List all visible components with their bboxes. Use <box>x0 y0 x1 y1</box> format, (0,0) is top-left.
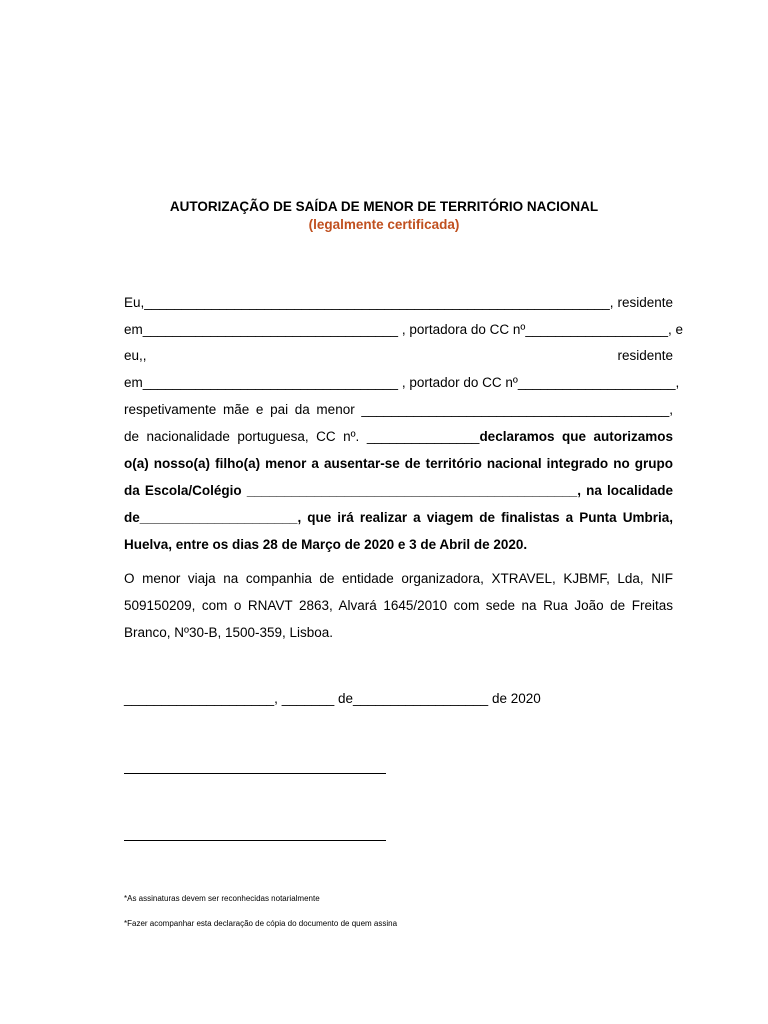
p2-line-3: Branco, Nº30-B, 1500-359, Lisboa. <box>124 625 334 640</box>
locality-field[interactable]: _____________________ <box>139 510 298 525</box>
text-em-1: em <box>124 322 143 337</box>
text-declaramos: declaramos que autorizamos <box>479 429 673 444</box>
p1-line-3 <box>124 347 673 365</box>
school-field[interactable]: ____________________________________________ <box>246 483 578 498</box>
date-line <box>124 690 541 708</box>
p1-line-9 <box>124 509 673 527</box>
name-field-1[interactable]: ______________________________________________________________ <box>144 295 610 310</box>
text-em-2: em <box>124 375 143 390</box>
p1-line-7: o(a) nosso(a) filho(a) menor a ausentar-se de território nacional integrado no grupo <box>124 456 673 471</box>
text-localidade: , na localidade <box>577 483 673 498</box>
p1-line-8 <box>124 482 673 500</box>
page-subtitle: (legalmente certificada) <box>308 217 460 232</box>
text-portador: , portador do CC nº <box>401 375 518 390</box>
text-e: , e <box>667 322 683 337</box>
city-field[interactable]: ____________________ <box>124 691 275 706</box>
p1-line-10: Huelva, entre os dias 28 de Março de 2020 e 3 de Abril de 2020. <box>124 537 528 552</box>
text-residente-1: , residente <box>609 295 673 310</box>
text-viagem: , que irá realizar a viagem de finalistas a Punta Umbria, <box>297 510 673 525</box>
minor-cc-field[interactable]: _______________ <box>366 429 480 444</box>
text-de: de <box>124 510 140 525</box>
signature-line-1[interactable] <box>124 773 386 774</box>
address-field-1[interactable]: __________________________________ <box>142 322 399 337</box>
p1-line-5 <box>124 401 673 419</box>
text-comma-2: , <box>669 402 673 417</box>
text-residente-2: , residente <box>142 348 673 363</box>
text-eu-2: eu, <box>124 348 143 363</box>
p1-line-6 <box>124 428 673 446</box>
date-de: de <box>334 691 354 706</box>
cc-field-1[interactable]: ___________________ <box>525 322 668 337</box>
address-field-2[interactable]: __________________________________ <box>142 375 399 390</box>
p1-line-4 <box>124 374 680 392</box>
text-nacionalidade: de nacionalidade portuguesa, CC nº. <box>124 429 360 444</box>
p2-line-2: 509150209, com o RNAVT 2863, Alvará 1645/2010 com sede na Rua João de Freitas <box>124 598 673 613</box>
footnote-1: *As assinaturas devem ser reconhecidas notarialmente <box>124 894 320 903</box>
text-eu: Eu, <box>124 295 145 310</box>
p1-line-1 <box>124 294 673 312</box>
p2-line-1: O menor viaja na companhia de entidade organizadora, XTRAVEL, KJBMF, Lda, NIF <box>124 571 673 586</box>
minor-name-field[interactable]: _________________________________________ <box>361 402 670 417</box>
day-field[interactable]: _______ <box>281 691 335 706</box>
text-escola: da Escola/Colégio <box>124 483 242 498</box>
signature-line-2[interactable] <box>124 840 386 841</box>
month-field[interactable]: __________________ <box>353 691 489 706</box>
date-year: de 2020 <box>488 691 541 706</box>
page-title: AUTORIZAÇÃO DE SAÍDA DE MENOR DE TERRITÓRIO NACIONAL <box>169 199 599 214</box>
text-comma-1: , <box>675 375 680 390</box>
p1-line-2 <box>124 321 683 339</box>
text-respetivamente: respetivamente mãe e pai da menor <box>124 402 355 417</box>
cc-field-2[interactable]: _____________________ <box>517 375 676 390</box>
footnote-2: *Fazer acompanhar esta declaração de cópia do documento de quem assina <box>124 919 398 928</box>
date-sep: , <box>274 691 282 706</box>
text-portadora: , portadora do CC nº <box>401 322 526 337</box>
